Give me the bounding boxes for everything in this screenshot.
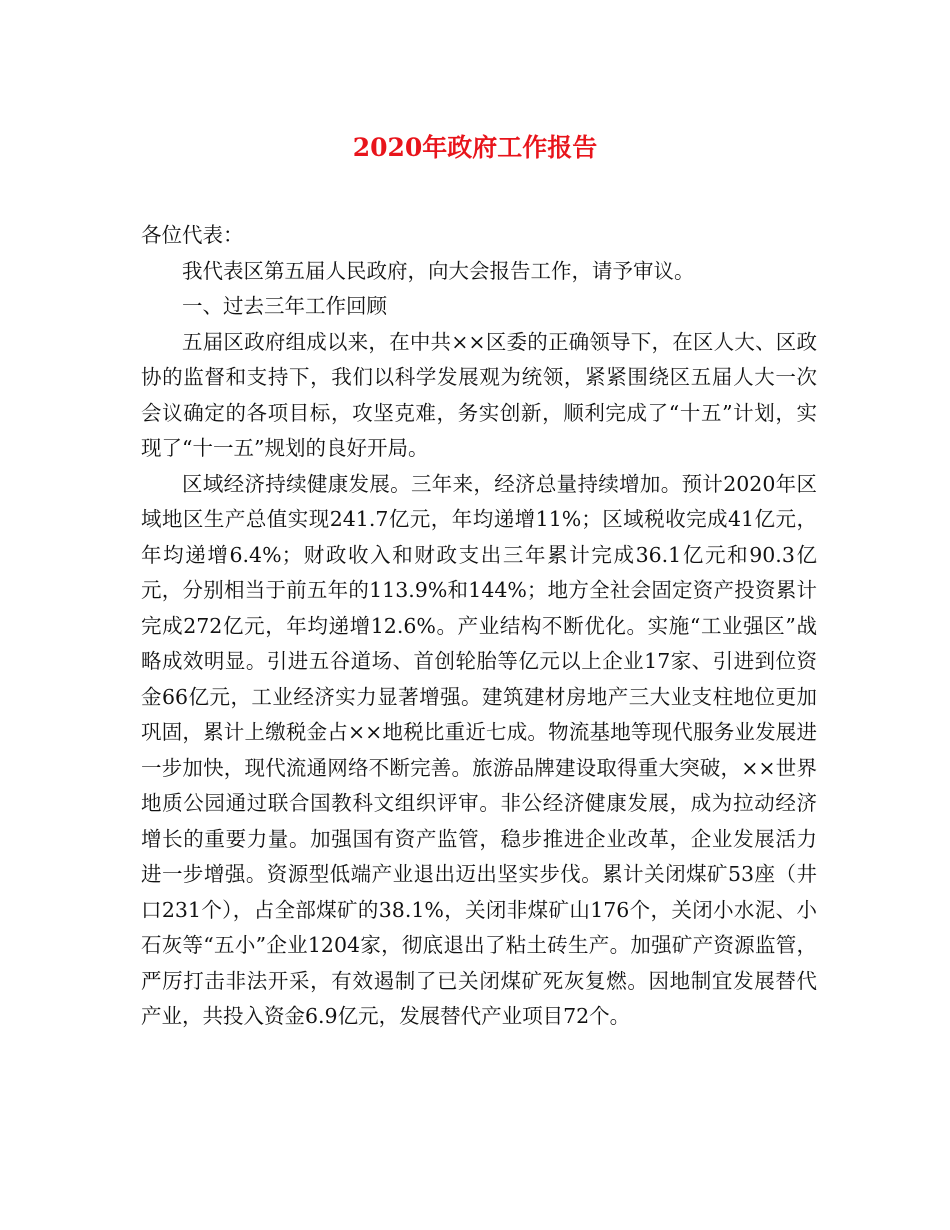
paragraph-opening: 我代表区第五届人民政府，向大会报告工作，请予审议。	[182, 258, 695, 283]
section-heading: 一、过去三年工作回顾	[182, 294, 387, 318]
paragraph-economy: 区域经济持续健康发展。三年来，经济总量持续增加。预计2020年区域地区生产总值实现241.7亿元，年均递增11%；区域税收完成41亿元，年均递增6.4%；财政收入和财政支出三年累计完成36.1亿元和90.3亿元，分别相当于前五年的113.9%和144%；地方全社会固定资产投资累计完成272亿元，年均递增12.6%。产业结构不断优化。实施“工业强区”战略成效明显。引进五谷道场、首创轮胎等亿元以上企业17家、引进到位资金66亿元，工业经济实力显著增强。建筑建材房地产三大业支柱地位更加巩固，累计上缴税金占××地税比重近七成。物流基地等现代服务业发展进一步加快，现代流通网络不断完善。旅游品牌建设取得重大突破，××世界地质公园通过联合国教科文组织评审。非公经济健康发展，成为拉动经济增长的重要力量。加强国有资产监管，稳步推进企业改革，企业发展活力进一步增强。资源型低端产业退出迈出坚实步伐。累计关闭煤矿53座（井口231个），占全部煤矿的38.1%，关闭非煤矿山176个，关闭小水泥、小石灰等“五小”企业1204家，彻底退出了粘土砖生产。加强矿产资源监管，严厉打击非法开采，有效遏制了已关闭煤矿死灰复燃。因地制宜发展替代产业，共投入资金6.9亿元，发展替代产业项目72个。	[141, 471, 817, 1028]
document-body	[141, 218, 817, 1035]
paragraph-review: 五届区政府组成以来，在中共××区委的正确领导下，在区人大、区政协的监督和支持下，我们以科学发展观为统领，紧紧围绕区五届人大一次会议确定的各项目标，攻坚克难，务实创新，顺利完成了“十五”计划，实现了“十一五”规划的良好开局。	[141, 329, 817, 460]
document-title: 2020年政府工作报告	[352, 133, 598, 162]
salutation: 各位代表：	[141, 223, 244, 247]
